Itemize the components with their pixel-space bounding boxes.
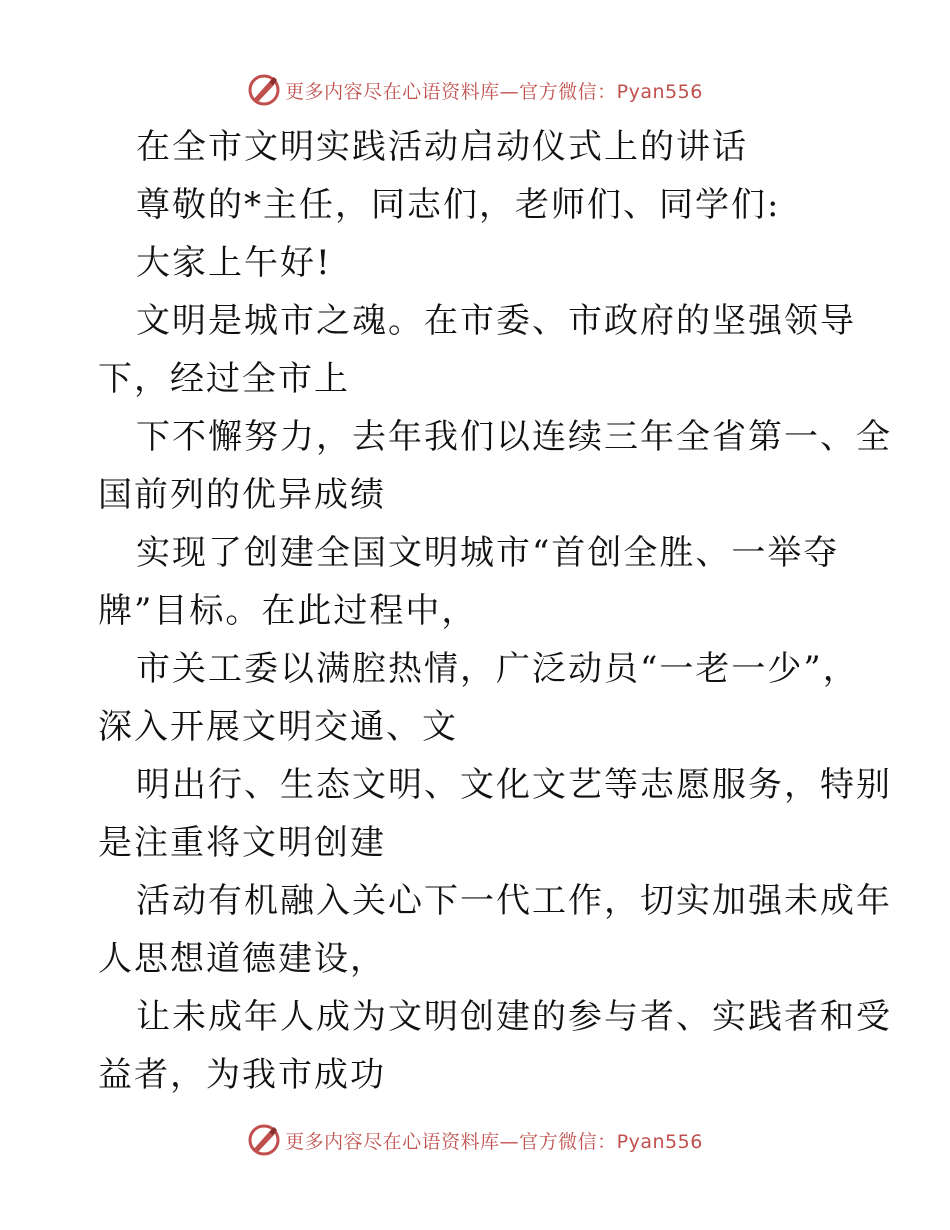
text-line: 明出行、生态文明、文化文艺等志愿服务，特别 [136, 765, 892, 805]
footer-banner [0, 1120, 950, 1160]
text-line: 尊敬的*主任，同志们，老师们、同学们: [136, 185, 781, 225]
text-line: 市关工委以满腔热情，广泛动员“一老一少”， [136, 649, 859, 689]
document-body [98, 118, 892, 1104]
text-line: 是注重将文明创建 [98, 823, 386, 863]
banner-text: 更多内容尽在心语资料库—官方微信：Pyan556 [285, 1130, 703, 1153]
banner-text: 更多内容尽在心语资料库—官方微信：Pyan556 [285, 80, 703, 103]
text-line: 下不懈努力，去年我们以连续三年全省第一、全 [136, 417, 892, 457]
pen-logo-icon [247, 1123, 281, 1157]
header-banner [0, 70, 950, 110]
text-line: 文明是城市之魂。在市委、市政府的坚强领导 [136, 301, 856, 341]
text-line: 牌”目标。在此过程中， [98, 591, 478, 631]
text-line: 深入开展文明交通、文 [98, 707, 458, 747]
text-line: 益者，为我市成功 [98, 1055, 386, 1095]
text-line: 人思想道德建设， [98, 939, 386, 979]
text-line: 让未成年人成为文明创建的参与者、实践者和受 [136, 997, 892, 1037]
text-line: 下，经过全市上 [98, 359, 350, 399]
text-line: 大家上午好! [136, 243, 332, 283]
pen-logo-icon [247, 73, 281, 107]
text-line: 国前列的优异成绩 [98, 475, 386, 515]
text-line: 在全市文明实践活动启动仪式上的讲话 [136, 127, 748, 167]
text-line: 实现了创建全国文明城市“首创全胜、一举夺 [136, 533, 840, 573]
text-line: 活动有机融入关心下一代工作，切实加强未成年 [136, 881, 892, 921]
